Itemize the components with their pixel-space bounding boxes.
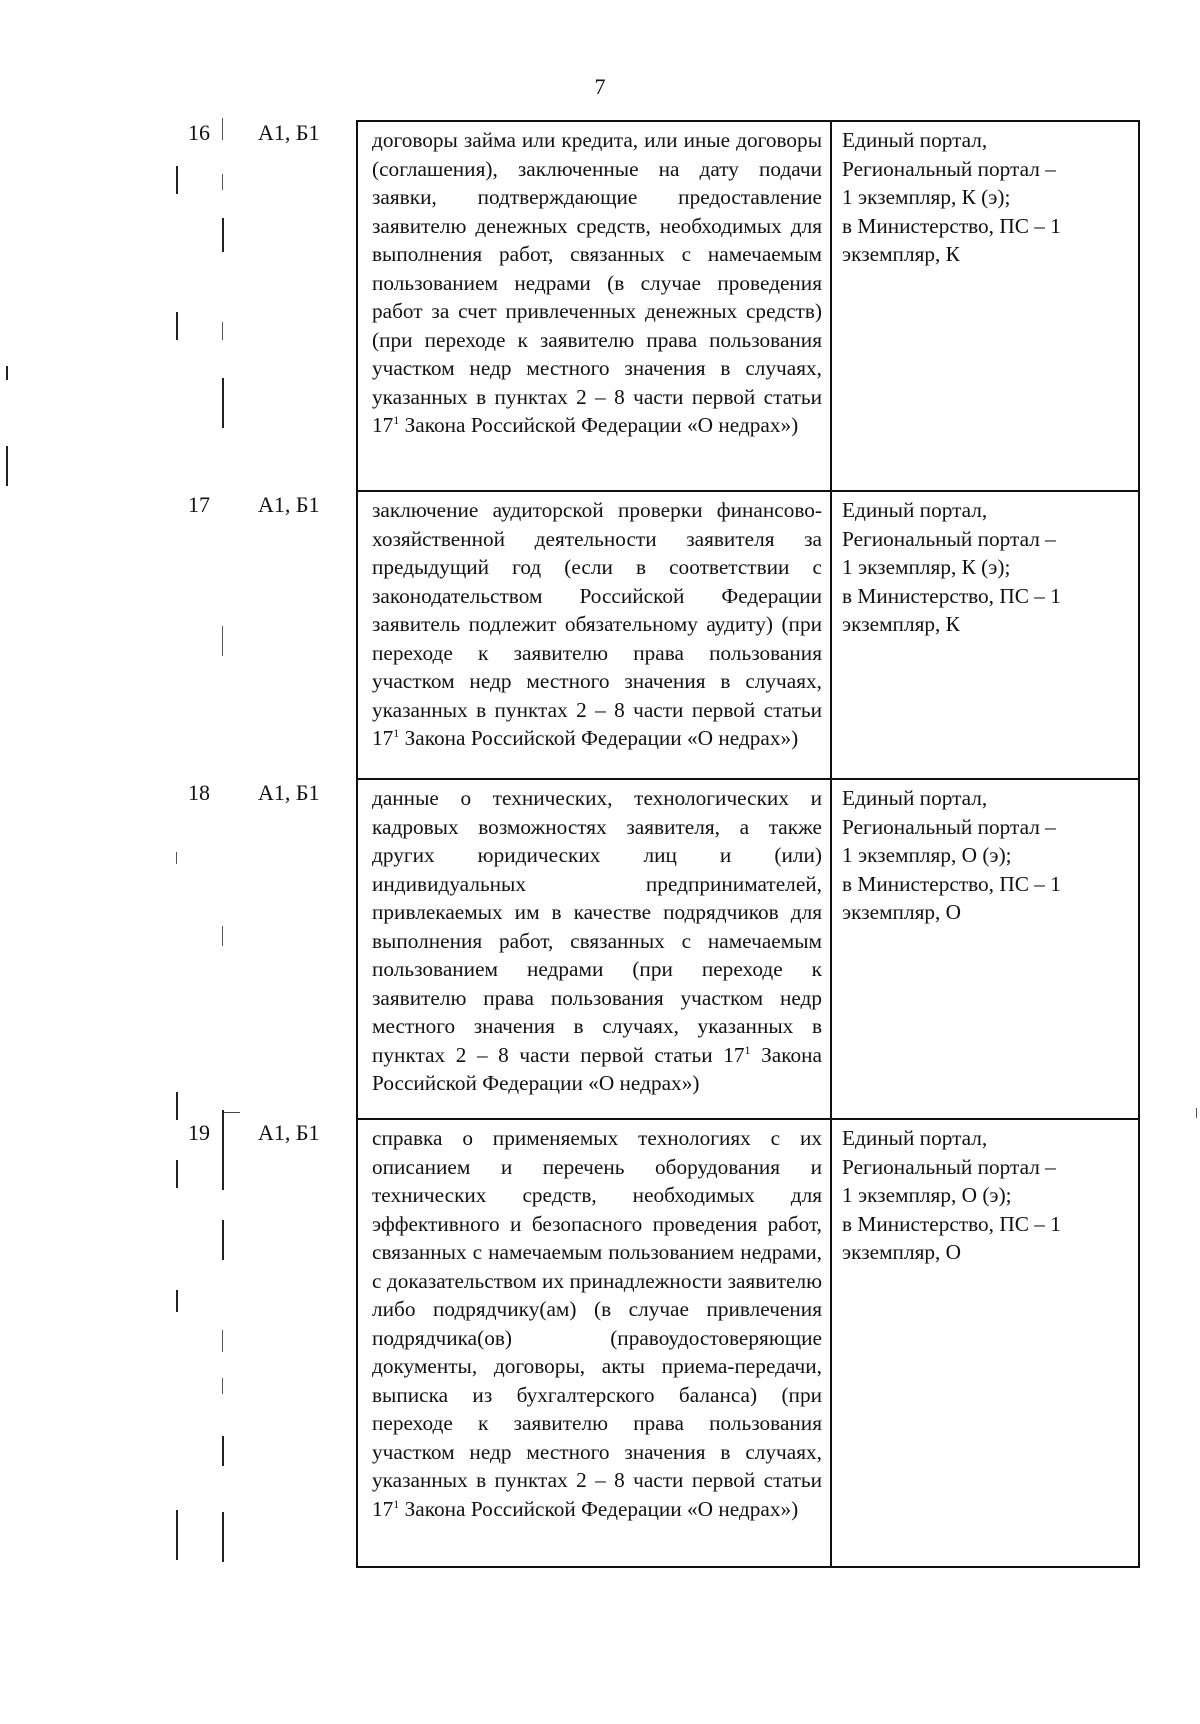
margin-mark xyxy=(222,1378,223,1394)
row-submission xyxy=(830,1120,1140,1568)
margin-mark xyxy=(222,378,224,428)
row-submission xyxy=(830,120,1140,492)
superscript: 1 xyxy=(393,726,400,740)
margin-mark xyxy=(222,174,223,190)
row-category: А1, Б1 xyxy=(258,1120,320,1145)
row-category: А1, Б1 xyxy=(258,780,320,805)
row-description xyxy=(356,120,832,492)
margin-mark xyxy=(222,118,223,140)
table-row xyxy=(0,492,1200,780)
submission-text: Единый портал, Региональный портал – 1 экземпляр, К (э); в Министерство, ПС – 1 экземпляр, К xyxy=(842,128,1061,266)
row-category: А1, Б1 xyxy=(258,492,320,517)
margin-mark xyxy=(222,626,223,656)
margin-mark xyxy=(222,1110,224,1150)
margin-mark xyxy=(6,366,8,380)
margin-tick xyxy=(224,1112,240,1113)
description-text-end: Закона Российской Федерации «О недрах») xyxy=(399,413,799,437)
row-submission xyxy=(830,492,1140,780)
row-number: 17 xyxy=(188,492,210,517)
row-number: 19 xyxy=(188,1120,210,1145)
superscript: 1 xyxy=(393,413,400,427)
description-text: договоры займа или кредита, или иные договоры (соглашения), заключенные на дату подачи заявки, подтверждающие предоставление заявителю денежных средств, необходимых для выполнения работ, связанных с намечаемым пользованием недрами (в случае проведения работ за счет привлеченных денежных средств) (при переходе к заявителю права пользования участком недр местного значения в случаях, указанных в пунктах 2 – 8 части первой статьи 17 xyxy=(372,128,822,437)
margin-mark xyxy=(176,1290,178,1312)
margin-mark xyxy=(176,1510,178,1560)
row-description xyxy=(356,780,832,1120)
superscript: 1 xyxy=(744,1042,751,1057)
margin-mark xyxy=(222,322,223,340)
page-number: 7 xyxy=(594,74,606,99)
margin-mark xyxy=(176,166,178,194)
row-submission xyxy=(830,780,1140,1120)
margin-mark xyxy=(222,1150,224,1190)
description-text-end: Закона Российской Федерации «О недрах») xyxy=(399,726,799,750)
superscript: 1 xyxy=(393,1496,400,1511)
table-row xyxy=(0,1120,1200,1568)
row-description xyxy=(356,1120,832,1568)
description-text: справка о применяемых технологиях с их описанием и перечень оборудования и технических средств, необходимых для эффективного и безопасного проведения работ, связанных с намечаемым пользованием недрами, с доказательством их принадлежности заявителю либо подрядчику(ам) (в случае привлечения подрядчика(ов) (правоудостоверяющие документы, договоры, акты приема-передачи, выписка из бухгалтерского баланса) (при переходе к заявителю права пользования участком недр местного значения в случаях, указанных в пунктах 2 – 8 части первой статьи 17 xyxy=(372,1126,822,1521)
row-number: 18 xyxy=(188,780,210,805)
submission-text: Единый портал, Региональный портал – 1 экземпляр, О (э); в Министерство, ПС – 1 экземпляр, О xyxy=(842,786,1061,924)
margin-mark xyxy=(1196,1108,1197,1118)
margin-mark xyxy=(222,218,224,252)
row-category: А1, Б1 xyxy=(258,120,320,145)
submission-text: Единый портал, Региональный портал – 1 экземпляр, К (э); в Министерство, ПС – 1 экземпляр, К xyxy=(842,498,1061,636)
submission-text: Единый портал, Региональный портал – 1 экземпляр, О (э); в Министерство, ПС – 1 экземпляр, О xyxy=(842,1126,1061,1264)
description-text-end: Закона Российской Федерации «О недрах») xyxy=(399,1496,799,1521)
margin-mark xyxy=(176,852,177,864)
table-row xyxy=(0,780,1200,1120)
row-description xyxy=(356,492,832,780)
row-number: 16 xyxy=(188,120,210,145)
margin-mark xyxy=(222,1330,223,1352)
description-text: данные о технических, технологических и кадровых возможностях заявителя, а также других юридических лиц и (или) индивидуальных предпринимателей, привлекаемых им в качестве подрядчиков для выполнения работ, связанных с намечаемым пользованием недрами (при переходе к заявителю права пользования участком недр местного значения в случаях, указанных в пунктах 2 – 8 части первой статьи 17 xyxy=(372,786,822,1067)
margin-mark xyxy=(222,1220,224,1260)
margin-mark xyxy=(176,1160,178,1188)
margin-mark xyxy=(222,1436,224,1466)
description-text-end: Закона Российской Федерации «О недрах») xyxy=(372,1042,822,1095)
description-text: заключение аудиторской проверки финансово-хозяйственной деятельности заявителя за предыдущий год (если в соответствии с законодательством Российской Федерации заявитель подлежит обязательному аудиту) (при переходе к заявителю права пользования участком недр местного значения в случаях, указанных в пунктах 2 – 8 части первой статьи 17 xyxy=(372,498,822,750)
margin-mark xyxy=(6,446,8,486)
margin-mark xyxy=(176,312,178,340)
margin-mark xyxy=(222,926,223,946)
margin-mark xyxy=(176,1092,178,1120)
margin-mark xyxy=(222,1512,224,1562)
table-row xyxy=(0,120,1200,492)
